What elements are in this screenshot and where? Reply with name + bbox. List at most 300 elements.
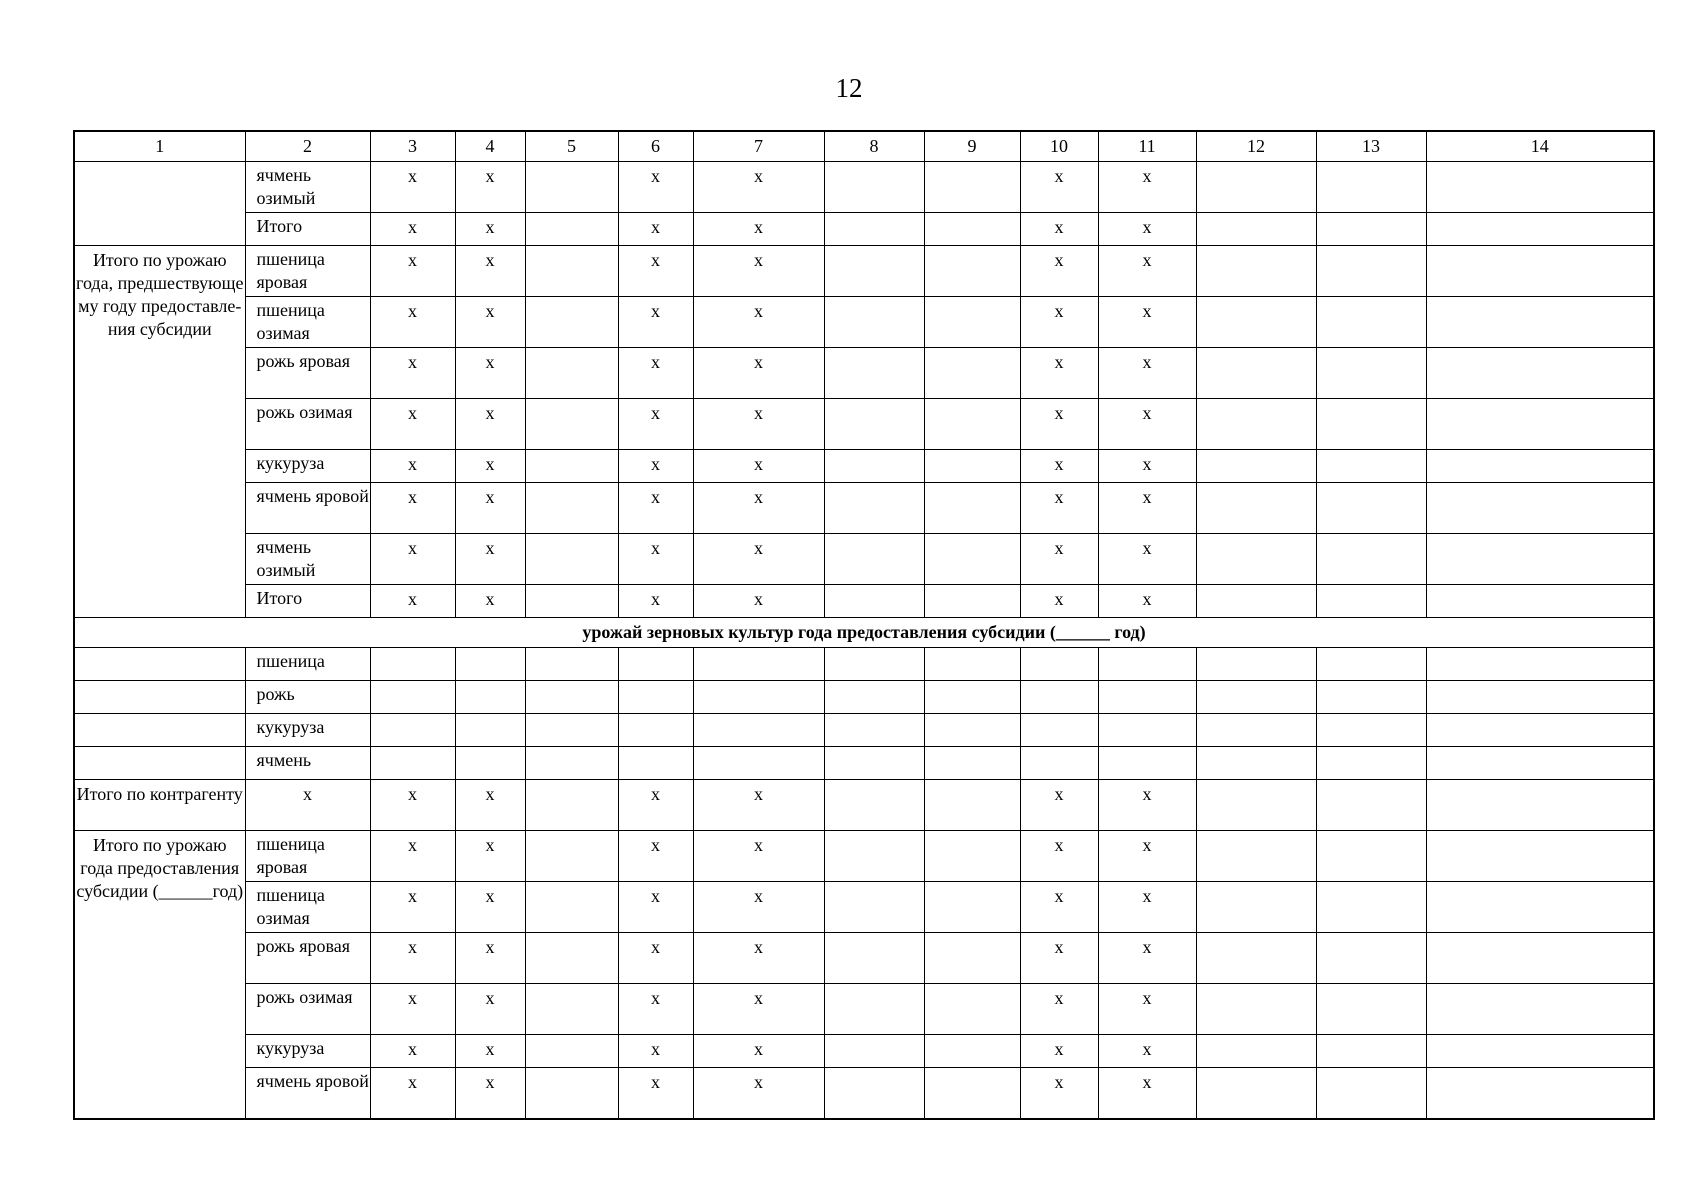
empty-cell bbox=[455, 747, 525, 780]
table-row bbox=[74, 348, 1654, 399]
empty-cell bbox=[1316, 681, 1426, 714]
mark-cell: х bbox=[1020, 348, 1098, 399]
group_c-label-empty bbox=[74, 714, 245, 747]
mark-cell: х bbox=[693, 984, 824, 1035]
empty-cell bbox=[824, 450, 924, 483]
empty-cell bbox=[1426, 534, 1654, 585]
empty-cell bbox=[1426, 648, 1654, 681]
empty-cell bbox=[1426, 297, 1654, 348]
mark-cell: х bbox=[693, 162, 824, 213]
empty-cell bbox=[1426, 780, 1654, 831]
mark-cell: х bbox=[618, 399, 693, 450]
empty-cell bbox=[525, 747, 618, 780]
empty-cell bbox=[924, 780, 1020, 831]
empty-cell bbox=[455, 681, 525, 714]
empty-cell bbox=[1316, 780, 1426, 831]
mark-cell: х bbox=[1098, 1035, 1196, 1068]
table-row bbox=[74, 585, 1654, 618]
header-cell: 9 bbox=[924, 131, 1020, 162]
mark-cell: х bbox=[1098, 831, 1196, 882]
empty-cell bbox=[1426, 714, 1654, 747]
empty-cell bbox=[370, 714, 455, 747]
mark-cell: х bbox=[1098, 399, 1196, 450]
mark-cell: х bbox=[455, 780, 525, 831]
empty-cell bbox=[370, 648, 455, 681]
empty-cell bbox=[1196, 450, 1316, 483]
empty-cell bbox=[455, 714, 525, 747]
mark-cell: х bbox=[618, 297, 693, 348]
page-number: 12 bbox=[835, 73, 863, 103]
empty-cell bbox=[693, 648, 824, 681]
empty-cell bbox=[824, 933, 924, 984]
mark-cell: х bbox=[693, 780, 824, 831]
empty-cell bbox=[824, 780, 924, 831]
mark-cell: х bbox=[370, 831, 455, 882]
empty-cell bbox=[1316, 297, 1426, 348]
empty-cell bbox=[1196, 714, 1316, 747]
empty-cell bbox=[525, 780, 618, 831]
mark-cell: х bbox=[1098, 882, 1196, 933]
group_b-label: Итого по урожаю года, предшествующе му году предоставле-ния субсидии bbox=[74, 246, 245, 618]
empty-cell bbox=[1196, 348, 1316, 399]
empty-cell bbox=[1196, 780, 1316, 831]
empty-cell bbox=[1196, 648, 1316, 681]
empty-cell bbox=[618, 714, 693, 747]
mark-cell: х bbox=[693, 213, 824, 246]
mark-cell: х bbox=[618, 882, 693, 933]
empty-cell bbox=[1196, 1035, 1316, 1068]
mark-cell: х bbox=[618, 450, 693, 483]
mark-cell: х bbox=[618, 984, 693, 1035]
empty-cell bbox=[525, 882, 618, 933]
empty-cell bbox=[525, 399, 618, 450]
mark-cell: х bbox=[455, 1035, 525, 1068]
mark-cell: х bbox=[370, 534, 455, 585]
mark-cell: х bbox=[1020, 1035, 1098, 1068]
mark-cell: х bbox=[693, 831, 824, 882]
empty-cell bbox=[1316, 585, 1426, 618]
empty-cell bbox=[824, 1068, 924, 1120]
mark-cell: х bbox=[455, 246, 525, 297]
mark-cell: х bbox=[1020, 933, 1098, 984]
empty-cell bbox=[693, 681, 824, 714]
empty-cell bbox=[824, 399, 924, 450]
mark-cell: х bbox=[370, 882, 455, 933]
table-row bbox=[74, 297, 1654, 348]
empty-cell bbox=[525, 585, 618, 618]
empty-cell bbox=[1098, 714, 1196, 747]
empty-cell bbox=[1426, 984, 1654, 1035]
crop-name: пшеница bbox=[245, 648, 370, 681]
mark-cell: х bbox=[618, 213, 693, 246]
mark-cell: х bbox=[1020, 213, 1098, 246]
mark-cell: х bbox=[618, 1068, 693, 1120]
header-cell: 7 bbox=[693, 131, 824, 162]
group_c-label bbox=[74, 648, 245, 681]
mark-cell: х bbox=[1020, 831, 1098, 882]
empty-cell bbox=[1316, 399, 1426, 450]
empty-cell bbox=[924, 534, 1020, 585]
mark-cell: х bbox=[455, 348, 525, 399]
empty-cell bbox=[1196, 882, 1316, 933]
empty-cell bbox=[924, 213, 1020, 246]
table-row bbox=[74, 534, 1654, 585]
mark-cell: х bbox=[1098, 483, 1196, 534]
mark-cell: х bbox=[1098, 780, 1196, 831]
empty-cell bbox=[1426, 585, 1654, 618]
mark-cell: х bbox=[693, 399, 824, 450]
empty-cell bbox=[1020, 747, 1098, 780]
mark-cell: х bbox=[618, 162, 693, 213]
empty-cell bbox=[1196, 585, 1316, 618]
mark-cell: х bbox=[455, 483, 525, 534]
empty-cell bbox=[924, 348, 1020, 399]
empty-cell bbox=[525, 831, 618, 882]
empty-cell bbox=[1196, 681, 1316, 714]
mark-cell: х bbox=[618, 246, 693, 297]
empty-cell bbox=[824, 348, 924, 399]
mark-cell: х bbox=[370, 933, 455, 984]
mark-cell: х bbox=[1020, 483, 1098, 534]
group_c-label-empty bbox=[74, 747, 245, 780]
table-row bbox=[74, 246, 1654, 297]
mark-cell: х bbox=[693, 1068, 824, 1120]
empty-cell bbox=[924, 984, 1020, 1035]
empty-cell bbox=[924, 831, 1020, 882]
empty-cell bbox=[1426, 747, 1654, 780]
empty-cell bbox=[824, 246, 924, 297]
mark-cell: х bbox=[370, 1035, 455, 1068]
header-cell: 13 bbox=[1316, 131, 1426, 162]
empty-cell bbox=[1426, 213, 1654, 246]
empty-cell bbox=[1426, 882, 1654, 933]
mark-cell: х bbox=[455, 585, 525, 618]
empty-cell bbox=[525, 648, 618, 681]
crop-name: пшеница яровая bbox=[245, 831, 370, 882]
crop-name: Итого bbox=[245, 213, 370, 246]
empty-cell bbox=[824, 585, 924, 618]
empty-cell bbox=[1316, 213, 1426, 246]
crop-name: рожь озимая bbox=[245, 984, 370, 1035]
empty-cell bbox=[1316, 933, 1426, 984]
table-row bbox=[74, 780, 1654, 831]
mark-cell: х bbox=[693, 246, 824, 297]
mark-cell: х bbox=[618, 534, 693, 585]
mark-cell: х bbox=[693, 450, 824, 483]
mark-cell: х bbox=[455, 933, 525, 984]
table-row bbox=[74, 882, 1654, 933]
mark-cell: х bbox=[1020, 450, 1098, 483]
empty-cell bbox=[924, 882, 1020, 933]
mark-cell: х bbox=[370, 984, 455, 1035]
empty-cell bbox=[824, 162, 924, 213]
empty-cell bbox=[1196, 246, 1316, 297]
table-row bbox=[74, 681, 1654, 714]
table-row bbox=[74, 1068, 1654, 1120]
mark-cell: х bbox=[1020, 585, 1098, 618]
empty-cell bbox=[370, 747, 455, 780]
empty-cell bbox=[1426, 246, 1654, 297]
mark-cell: х bbox=[1098, 297, 1196, 348]
subsidy-table bbox=[73, 130, 1655, 1120]
crop-name: рожь bbox=[245, 681, 370, 714]
empty-cell bbox=[455, 648, 525, 681]
crop-name: ячмень яровой bbox=[245, 483, 370, 534]
empty-cell bbox=[1020, 648, 1098, 681]
table-row bbox=[74, 450, 1654, 483]
empty-cell bbox=[525, 984, 618, 1035]
table-row bbox=[74, 483, 1654, 534]
empty-cell bbox=[1020, 681, 1098, 714]
empty-cell bbox=[1316, 831, 1426, 882]
mark-cell: х bbox=[1020, 534, 1098, 585]
empty-cell bbox=[1316, 882, 1426, 933]
empty-cell bbox=[924, 585, 1020, 618]
empty-cell bbox=[924, 1068, 1020, 1120]
crop-name: пшеница озимая bbox=[245, 297, 370, 348]
mark-cell: х bbox=[1098, 246, 1196, 297]
empty-cell bbox=[525, 213, 618, 246]
empty-cell bbox=[924, 450, 1020, 483]
empty-cell bbox=[824, 714, 924, 747]
empty-cell bbox=[1316, 714, 1426, 747]
empty-cell bbox=[924, 399, 1020, 450]
header-cell: 12 bbox=[1196, 131, 1316, 162]
mark-cell: х bbox=[455, 534, 525, 585]
crop-name: кукуруза bbox=[245, 450, 370, 483]
header-cell: 4 bbox=[455, 131, 525, 162]
empty-cell bbox=[824, 213, 924, 246]
table-row bbox=[74, 831, 1654, 882]
crop-name: ячмень яровой bbox=[245, 1068, 370, 1120]
empty-cell bbox=[1426, 1035, 1654, 1068]
empty-cell bbox=[1316, 1035, 1426, 1068]
table-row bbox=[74, 162, 1654, 213]
empty-cell bbox=[525, 450, 618, 483]
mark-cell: х bbox=[245, 780, 370, 831]
crop-name: кукуруза bbox=[245, 714, 370, 747]
empty-cell bbox=[525, 246, 618, 297]
crop-name: рожь озимая bbox=[245, 399, 370, 450]
header-cell: 8 bbox=[824, 131, 924, 162]
mark-cell: х bbox=[370, 483, 455, 534]
header-cell: 14 bbox=[1426, 131, 1654, 162]
empty-cell bbox=[1196, 483, 1316, 534]
header-cell: 11 bbox=[1098, 131, 1196, 162]
empty-cell bbox=[1426, 399, 1654, 450]
mark-cell: х bbox=[370, 780, 455, 831]
empty-cell bbox=[924, 648, 1020, 681]
empty-cell bbox=[525, 1035, 618, 1068]
empty-cell bbox=[824, 831, 924, 882]
section-title: урожай зерновых культур года предоставления субсидии (______ год) bbox=[74, 618, 1654, 648]
mark-cell: х bbox=[455, 1068, 525, 1120]
mark-cell: х bbox=[1098, 450, 1196, 483]
mark-cell: х bbox=[693, 483, 824, 534]
mark-cell: х bbox=[1098, 1068, 1196, 1120]
empty-cell bbox=[1196, 747, 1316, 780]
mark-cell: х bbox=[618, 585, 693, 618]
empty-cell bbox=[1196, 213, 1316, 246]
mark-cell: х bbox=[1020, 162, 1098, 213]
crop-name: рожь яровая bbox=[245, 348, 370, 399]
empty-cell bbox=[618, 648, 693, 681]
crop-name: кукуруза bbox=[245, 1035, 370, 1068]
mark-cell: х bbox=[1098, 162, 1196, 213]
empty-cell bbox=[370, 681, 455, 714]
empty-cell bbox=[924, 681, 1020, 714]
table-row bbox=[74, 933, 1654, 984]
mark-cell: х bbox=[618, 1035, 693, 1068]
crop-name: пшеница яровая bbox=[245, 246, 370, 297]
table-row bbox=[74, 747, 1654, 780]
mark-cell: х bbox=[1098, 984, 1196, 1035]
empty-cell bbox=[1316, 162, 1426, 213]
mark-cell: х bbox=[1020, 780, 1098, 831]
empty-cell bbox=[924, 714, 1020, 747]
empty-cell bbox=[1316, 246, 1426, 297]
empty-cell bbox=[824, 984, 924, 1035]
empty-cell bbox=[924, 162, 1020, 213]
group_c-label-empty bbox=[74, 681, 245, 714]
empty-cell bbox=[924, 246, 1020, 297]
mark-cell: х bbox=[693, 348, 824, 399]
mark-cell: х bbox=[1020, 246, 1098, 297]
empty-cell bbox=[1196, 933, 1316, 984]
empty-cell bbox=[525, 297, 618, 348]
empty-cell bbox=[1426, 162, 1654, 213]
empty-cell bbox=[1098, 747, 1196, 780]
mark-cell: х bbox=[693, 933, 824, 984]
group_a-label bbox=[74, 162, 245, 246]
mark-cell: х bbox=[455, 831, 525, 882]
empty-cell bbox=[525, 162, 618, 213]
empty-cell bbox=[1196, 831, 1316, 882]
mark-cell: х bbox=[693, 882, 824, 933]
empty-cell bbox=[525, 714, 618, 747]
empty-cell bbox=[924, 1035, 1020, 1068]
mark-cell: х bbox=[370, 213, 455, 246]
empty-cell bbox=[525, 1068, 618, 1120]
empty-cell bbox=[824, 534, 924, 585]
empty-cell bbox=[924, 297, 1020, 348]
empty-cell bbox=[1426, 831, 1654, 882]
mark-cell: х bbox=[1098, 213, 1196, 246]
empty-cell bbox=[525, 483, 618, 534]
empty-cell bbox=[618, 747, 693, 780]
mark-cell: х bbox=[693, 585, 824, 618]
header-cell: 2 bbox=[245, 131, 370, 162]
empty-cell bbox=[1196, 1068, 1316, 1120]
empty-cell bbox=[824, 483, 924, 534]
mark-cell: х bbox=[455, 450, 525, 483]
empty-cell bbox=[1426, 933, 1654, 984]
empty-cell bbox=[525, 933, 618, 984]
empty-cell bbox=[1316, 648, 1426, 681]
mark-cell: х bbox=[1020, 984, 1098, 1035]
mark-cell: х bbox=[455, 882, 525, 933]
empty-cell bbox=[824, 648, 924, 681]
empty-cell bbox=[1196, 534, 1316, 585]
empty-cell bbox=[924, 933, 1020, 984]
mark-cell: х bbox=[1098, 534, 1196, 585]
mark-cell: х bbox=[1098, 348, 1196, 399]
empty-cell bbox=[1196, 399, 1316, 450]
mark-cell: х bbox=[455, 162, 525, 213]
mark-cell: х bbox=[370, 297, 455, 348]
empty-cell bbox=[1196, 162, 1316, 213]
empty-cell bbox=[1316, 483, 1426, 534]
empty-cell bbox=[1426, 348, 1654, 399]
empty-cell bbox=[1426, 450, 1654, 483]
empty-cell bbox=[1316, 747, 1426, 780]
empty-cell bbox=[1426, 1068, 1654, 1120]
header-cell: 3 bbox=[370, 131, 455, 162]
table-row bbox=[74, 714, 1654, 747]
empty-cell bbox=[924, 483, 1020, 534]
mark-cell: х bbox=[693, 534, 824, 585]
empty-cell bbox=[924, 747, 1020, 780]
table-row bbox=[74, 648, 1654, 681]
empty-cell bbox=[525, 348, 618, 399]
mark-cell: х bbox=[1098, 585, 1196, 618]
mark-cell: х bbox=[693, 1035, 824, 1068]
crop-name: Итого bbox=[245, 585, 370, 618]
mark-cell: х bbox=[370, 399, 455, 450]
crop-name: ячмень bbox=[245, 747, 370, 780]
mark-cell: х bbox=[455, 297, 525, 348]
header-cell: 10 bbox=[1020, 131, 1098, 162]
contractor-total-label: Итого по контрагенту bbox=[74, 780, 245, 831]
mark-cell: х bbox=[370, 450, 455, 483]
empty-cell bbox=[525, 534, 618, 585]
header-cell: 6 bbox=[618, 131, 693, 162]
mark-cell: х bbox=[1020, 297, 1098, 348]
empty-cell bbox=[1098, 648, 1196, 681]
table-row bbox=[74, 399, 1654, 450]
crop-name: ячмень озимый bbox=[245, 162, 370, 213]
empty-cell bbox=[824, 1035, 924, 1068]
empty-cell bbox=[1426, 483, 1654, 534]
mark-cell: х bbox=[455, 399, 525, 450]
mark-cell: х bbox=[370, 162, 455, 213]
mark-cell: х bbox=[618, 780, 693, 831]
mark-cell: х bbox=[618, 933, 693, 984]
empty-cell bbox=[525, 681, 618, 714]
empty-cell bbox=[693, 714, 824, 747]
mark-cell: х bbox=[455, 984, 525, 1035]
table-row bbox=[74, 213, 1654, 246]
mark-cell: х bbox=[370, 585, 455, 618]
mark-cell: х bbox=[370, 246, 455, 297]
group_d-label: Итого по урожаю года предоставления субсидии (______год) bbox=[74, 831, 245, 1120]
mark-cell: х bbox=[370, 1068, 455, 1120]
empty-cell bbox=[824, 747, 924, 780]
empty-cell bbox=[1426, 681, 1654, 714]
mark-cell: х bbox=[618, 348, 693, 399]
header-cell: 5 bbox=[525, 131, 618, 162]
empty-cell bbox=[1316, 984, 1426, 1035]
empty-cell bbox=[1316, 1068, 1426, 1120]
mark-cell: х bbox=[370, 348, 455, 399]
empty-cell bbox=[824, 681, 924, 714]
empty-cell bbox=[1196, 297, 1316, 348]
mark-cell: х bbox=[455, 213, 525, 246]
empty-cell bbox=[1316, 348, 1426, 399]
empty-cell bbox=[1316, 450, 1426, 483]
empty-cell bbox=[1316, 534, 1426, 585]
mark-cell: х bbox=[618, 483, 693, 534]
